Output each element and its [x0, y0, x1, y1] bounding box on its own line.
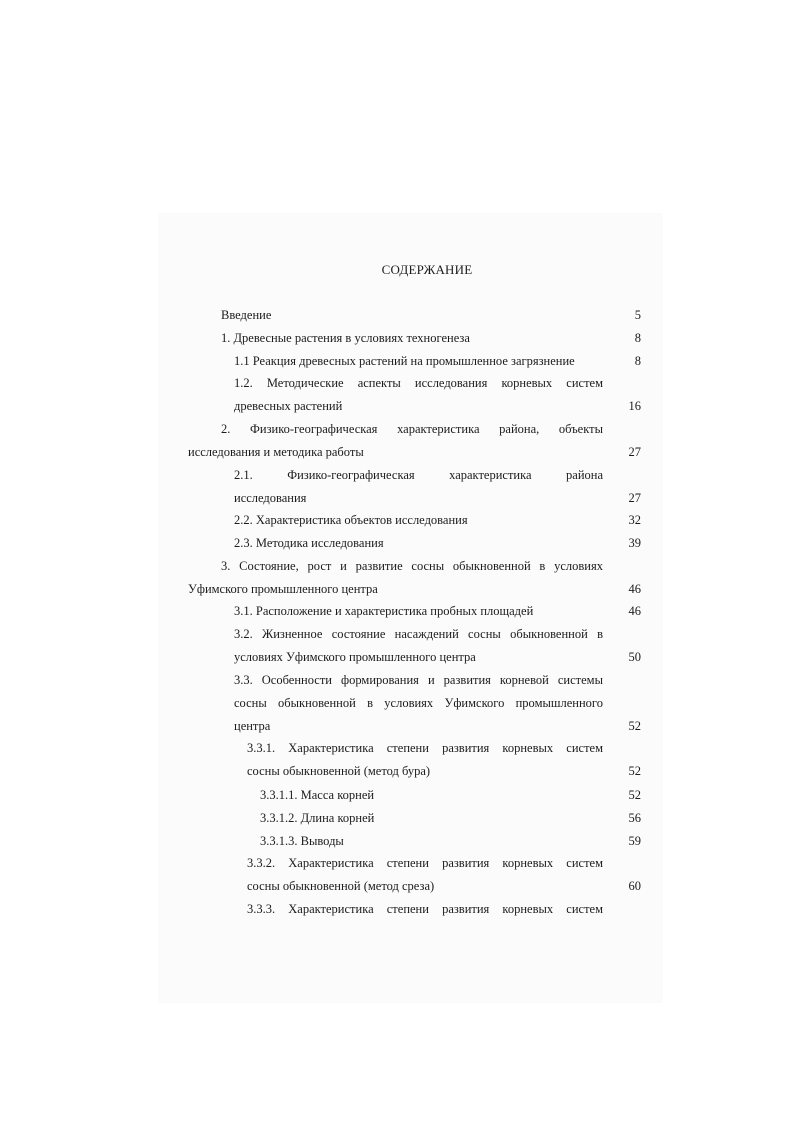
- toc-page-number: 16: [628, 399, 641, 413]
- toc-entry-line: 3.3.1.1. Масса корней: [260, 788, 375, 802]
- toc-page-number: 32: [628, 513, 641, 527]
- toc-page-number: 60: [628, 879, 641, 893]
- toc-entry-line: исследования и методика работы: [188, 445, 364, 459]
- toc-page-number: 52: [628, 788, 641, 802]
- toc-entry-line: 1. Древесные растения в условиях техногенеза: [221, 331, 470, 345]
- toc-entry-line: исследования: [234, 491, 307, 505]
- toc-entry-line: 2.3. Методика исследования: [234, 536, 384, 550]
- toc-entry-line: сосны обыкновенной (метод среза): [247, 879, 435, 893]
- toc-entry-line: 3.3.1.2. Длина корней: [260, 811, 375, 825]
- toc-page-number: 52: [628, 719, 641, 733]
- toc-entry-line: сосны обыкновенной (метод бура): [247, 764, 431, 778]
- toc-title: СОДЕРЖАНИЕ: [381, 262, 473, 277]
- toc-page-number: 5: [634, 308, 641, 322]
- toc-page-number: 27: [628, 445, 641, 459]
- toc-entry-line: 3.3. Особенности формирования и развития корневой системы: [234, 673, 603, 687]
- toc-entry-line: Введение: [221, 308, 272, 322]
- toc-page-number: 50: [628, 650, 641, 664]
- toc-entry-line: древесных растений: [234, 399, 343, 413]
- toc-page-number: 39: [628, 536, 641, 550]
- toc-entry-line: 2. Физико-географическая характеристика района, объекты: [221, 422, 603, 436]
- toc-entry-line: 3.3.1. Характеристика степени развития корневых систем: [247, 741, 603, 755]
- toc-page-number: 8: [634, 331, 641, 345]
- toc-entry-line: сосны обыкновенной в условиях Уфимского промышленного: [234, 696, 603, 710]
- toc-entry-line: условиях Уфимского промышленного центра: [234, 650, 476, 664]
- toc-entry-line: 2.2. Характеристика объектов исследования: [234, 513, 468, 527]
- toc-page-number: 8: [634, 354, 641, 368]
- toc-entry-line: центра: [234, 719, 271, 733]
- toc-entry-line: Уфимского промышленного центра: [188, 582, 378, 596]
- toc-entry-line: 3.3.1.3. Выводы: [260, 834, 344, 848]
- toc-page-number: 52: [628, 764, 641, 778]
- toc-entry-line: 2.1. Физико-географическая характеристика района: [234, 468, 603, 482]
- toc-entry-line: 3. Состояние, рост и развитие сосны обыкновенной в условиях: [221, 559, 603, 573]
- toc-page-number: 56: [628, 811, 641, 825]
- toc-page-number: 46: [628, 582, 641, 596]
- toc-entry-line: 1.2. Методические аспекты исследования корневых систем: [234, 376, 603, 390]
- toc-entry-line: 1.1 Реакция древесных растений на промышленное загрязнение: [234, 354, 575, 368]
- toc-entry-line: 3.2. Жизненное состояние насаждений сосны обыкновенной в: [234, 627, 603, 641]
- toc-page-number: 27: [628, 491, 641, 505]
- toc-entry-line: 3.3.3. Характеристика степени развития корневых систем: [247, 902, 603, 916]
- toc-entry-line: 3.1. Расположение и характеристика пробных площадей: [234, 604, 534, 618]
- toc-page-number: 59: [628, 834, 641, 848]
- toc-entry-line: 3.3.2. Характеристика степени развития корневых систем: [247, 856, 603, 870]
- toc-page-number: 46: [628, 604, 641, 618]
